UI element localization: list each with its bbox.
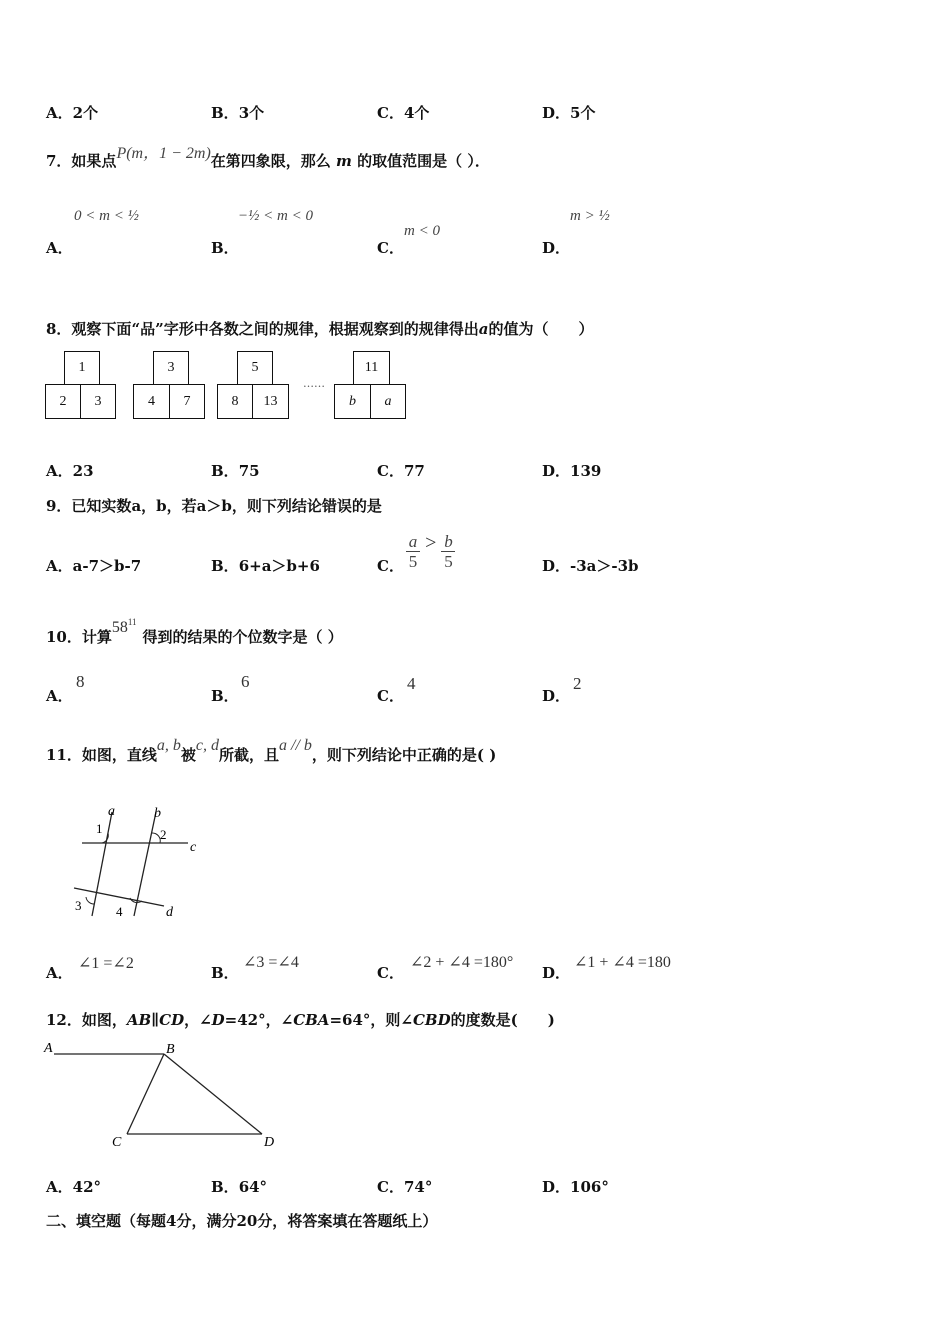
q8-fig1-right: 3 [80, 384, 116, 419]
q12-stem: 12．如图，AB∥CD，∠D=42°，∠CBA=64°，则∠CBD的度数是( ) [46, 1011, 555, 1029]
q12-label-c: C [112, 1135, 122, 1150]
q11-figure [60, 800, 210, 925]
q10-stem: 10．计算$58^{11}$得到的结果的个位数字是（ ） [46, 617, 343, 646]
q8-option-c: C．77 [377, 462, 425, 480]
q8-fig3-top: 5 [237, 351, 273, 385]
q11-label-3: 3 [75, 898, 82, 913]
q12-option-c: C．74° [377, 1178, 433, 1196]
q8-fig3-left: 8 [217, 384, 253, 419]
q11-option-a: A． [46, 964, 73, 982]
q8-fig2-left: 4 [133, 384, 170, 419]
q8-ellipsis: …… [303, 377, 325, 390]
q11-option-d-expr: ∠1 + ∠4 =180 [574, 954, 671, 971]
q8-fig1-top: 1 [64, 351, 100, 385]
q8-stem: 8．观察下面“品”字形中各数之间的规律，根据观察到的规律得出a的值为（ ） [46, 320, 594, 338]
q11-option-a-expr: ∠1 =∠2 [78, 955, 134, 972]
q7-option-d-expr: m > ½ [570, 208, 610, 224]
q11-angle-3-arc [86, 897, 94, 904]
q10-option-c-value: 4 [407, 674, 416, 693]
q10-option-d-value: 2 [573, 674, 582, 693]
q7-option-b-expr: −½ < m < 0 [238, 208, 313, 224]
q11-option-b-expr: ∠3 =∠4 [243, 954, 299, 971]
q11-label-2: 2 [160, 827, 167, 842]
q7-stem: 7．如果点P(m，1 − 2m)在第四象限，那么 m 的取值范围是（ ）． [46, 145, 490, 170]
q6-option-b: B．3个 [211, 104, 265, 122]
q7-option-a-expr: 0 < m < ½ [74, 208, 139, 224]
q8-option-a: A．23 [46, 462, 94, 480]
q9-option-d: D．-3a＞-3b [542, 557, 639, 575]
q12-segment-bd [164, 1054, 262, 1134]
q10-option-a: A． [46, 687, 73, 705]
q8-fig4-left: b [334, 384, 371, 419]
q12-figure [40, 1036, 290, 1154]
q11-option-c-expr: ∠2 + ∠4 =180° [410, 954, 514, 971]
q12-option-a: A．42° [46, 1178, 102, 1196]
q8-fig2-top: 3 [153, 351, 189, 385]
q8-fig2-right: 7 [169, 384, 205, 419]
q8-fig3-right: 13 [252, 384, 289, 419]
section-2-title: 二、填空题（每题4分，满分20分，将答案填在答题纸上） [46, 1212, 438, 1230]
q12-option-b: B．64° [211, 1178, 268, 1196]
q10-option-b: B． [211, 687, 239, 705]
q9-option-c-expr: $\frac{a}{5}$ > $\frac{b}{5}$ [406, 532, 455, 571]
q8-option-b: B．75 [211, 462, 260, 480]
q10-option-a-value: 8 [76, 672, 85, 691]
q7-option-d: D． [542, 239, 571, 257]
q8-option-d: D．139 [542, 462, 602, 480]
q7-option-c: C． [377, 239, 404, 257]
q7-option-a: A． [46, 239, 73, 257]
q6-option-d: D．5个 [542, 104, 596, 122]
q10-option-b-value: 6 [241, 672, 250, 691]
q11-label-b: b [154, 806, 161, 821]
q7-option-c-expr: m < 0 [404, 223, 440, 239]
q11-label-d: d [166, 905, 173, 920]
q12-label-a: A [44, 1041, 53, 1056]
q10-option-d: D． [542, 687, 571, 705]
q11-option-c: C． [377, 964, 404, 982]
q11-label-1: 1 [96, 821, 103, 836]
q8-fig4-right: a [370, 384, 406, 419]
q9-stem: 9．已知实数a，b，若a＞b，则下列结论错误的是 [46, 497, 382, 515]
q11-label-a: a [108, 804, 115, 819]
q9-option-a: A．a-7＞b-7 [46, 557, 142, 575]
q12-option-d: D．106° [542, 1178, 609, 1196]
q11-stem: 11．如图，直线a, b被c, d所截，且a // b，则下列结论中正确的是( ) [46, 737, 497, 764]
q11-option-b: B． [211, 964, 239, 982]
q12-segment-bc [127, 1054, 164, 1134]
q6-option-c: C．4个 [377, 104, 430, 122]
q11-label-c: c [190, 840, 197, 855]
q8-fig4-top: 11 [353, 351, 390, 385]
q7-option-b: B． [211, 239, 239, 257]
q12-label-d: D [264, 1135, 275, 1150]
q9-option-c: C． [377, 557, 404, 575]
q11-line-b [134, 812, 156, 916]
q10-option-c: C． [377, 687, 404, 705]
q6-option-a: A．2个 [46, 104, 99, 122]
q11-label-4: 4 [116, 904, 123, 919]
q9-option-b: B．6+a＞b+6 [211, 557, 320, 575]
q12-label-b: B [166, 1042, 175, 1057]
q11-option-d: D． [542, 964, 571, 982]
q8-fig1-left: 2 [45, 384, 81, 419]
